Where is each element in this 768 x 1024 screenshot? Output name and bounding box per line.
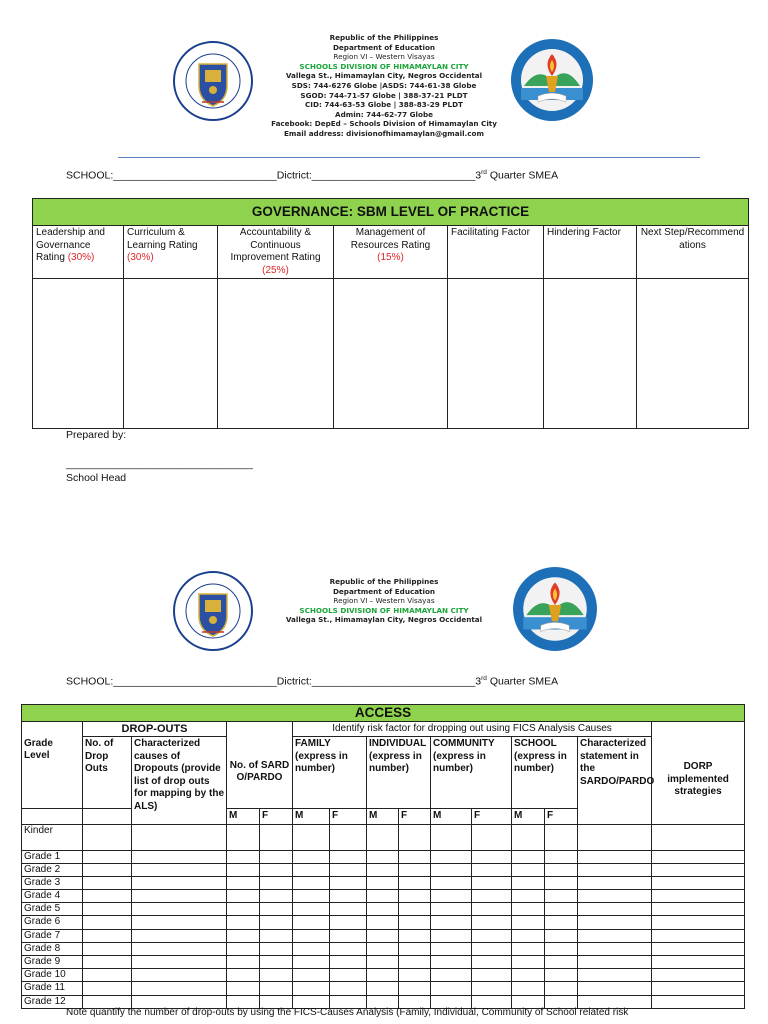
input-cell[interactable]	[578, 903, 652, 916]
grade-label: Grade 5	[22, 903, 83, 916]
grade-label: Grade 8	[22, 942, 83, 955]
input-cell[interactable]	[124, 279, 218, 429]
table-row	[22, 850, 745, 863]
input-cell[interactable]	[578, 916, 652, 929]
contact-line: SGOD: 744-71-57 Globe | 388-37-21 PLDT	[300, 90, 468, 100]
header-line: Republic of the Philippines	[329, 33, 439, 42]
input-cell[interactable]	[399, 850, 431, 863]
quarter-number: 3	[475, 169, 482, 182]
input-cell[interactable]	[132, 942, 227, 955]
district-field[interactable]: Dictrict:____________________________	[276, 675, 476, 688]
input-cell[interactable]	[227, 824, 260, 850]
form-line	[66, 169, 558, 182]
input-cell[interactable]	[260, 929, 293, 942]
input-cell[interactable]	[545, 969, 578, 982]
input-cell[interactable]	[330, 929, 367, 942]
input-cell[interactable]	[83, 863, 132, 876]
input-cell[interactable]	[399, 863, 431, 876]
input-cell[interactable]	[293, 982, 330, 995]
input-cell[interactable]	[330, 903, 367, 916]
input-cell[interactable]	[260, 890, 293, 903]
input-cell[interactable]	[545, 890, 578, 903]
input-cell[interactable]	[652, 982, 745, 995]
input-cell[interactable]	[260, 942, 293, 955]
input-cell[interactable]	[132, 916, 227, 929]
grade-label: Grade 1	[22, 850, 83, 863]
input-cell[interactable]	[83, 982, 132, 995]
input-cell[interactable]	[227, 850, 260, 863]
grade-level-header: Grade Level	[22, 737, 83, 809]
input-cell[interactable]	[367, 850, 399, 863]
input-cell[interactable]	[431, 850, 472, 863]
input-cell[interactable]	[472, 890, 512, 903]
input-cell[interactable]	[83, 942, 132, 955]
input-cell[interactable]	[472, 982, 512, 995]
signature-line[interactable]: ________________________________	[66, 458, 253, 470]
individual-header: INDIVIDUAL (express in number)	[367, 737, 431, 809]
header-next-step: Next Step/Recommendations	[637, 226, 749, 279]
input-cell[interactable]	[132, 956, 227, 969]
grade-label: Kinder	[22, 824, 83, 850]
input-cell[interactable]	[293, 876, 330, 889]
input-cell[interactable]	[260, 863, 293, 876]
table-row	[22, 969, 745, 982]
input-cell[interactable]	[399, 942, 431, 955]
header-line: Region VI – Western Visayas	[333, 52, 435, 62]
input-cell[interactable]	[132, 903, 227, 916]
input-cell[interactable]	[545, 916, 578, 929]
division-seal-icon	[512, 566, 598, 652]
agency-header	[250, 577, 518, 625]
contact-line: SDS: 744-6276 Globe |ASDS: 744-61-38 Globe	[291, 80, 477, 90]
table-row	[22, 956, 745, 969]
input-cell[interactable]	[330, 876, 367, 889]
input-cell[interactable]	[652, 850, 745, 863]
division-seal-icon	[510, 38, 594, 122]
header-line: Region VI – Western Visayas	[333, 596, 435, 606]
input-cell[interactable]	[448, 279, 544, 429]
school-head-label: School Head	[66, 472, 127, 484]
f-header: F	[399, 809, 431, 825]
input-cell[interactable]	[472, 942, 512, 955]
input-cell[interactable]	[652, 969, 745, 982]
f-header: F	[545, 809, 578, 825]
input-cell[interactable]	[545, 956, 578, 969]
input-cell[interactable]	[399, 956, 431, 969]
input-cell[interactable]	[260, 982, 293, 995]
input-cell[interactable]	[367, 982, 399, 995]
input-cell[interactable]	[132, 969, 227, 982]
input-cell[interactable]	[545, 876, 578, 889]
input-cell[interactable]	[83, 824, 132, 850]
input-cell[interactable]	[578, 876, 652, 889]
input-cell[interactable]	[367, 903, 399, 916]
fics-header: Identify risk factor for dropping out using FICS Analysis Causes	[293, 722, 652, 737]
table-row	[22, 876, 745, 889]
agency-header	[250, 33, 518, 139]
input-cell[interactable]	[399, 890, 431, 903]
input-cell[interactable]	[227, 929, 260, 942]
input-cell[interactable]	[578, 890, 652, 903]
input-cell[interactable]	[132, 863, 227, 876]
input-cell[interactable]	[218, 279, 334, 429]
quarter-suffix: rd	[481, 169, 487, 176]
grade-label: Grade 6	[22, 916, 83, 929]
input-cell[interactable]	[293, 969, 330, 982]
community-header: COMMUNITY (express in number)	[431, 737, 512, 809]
input-cell[interactable]	[431, 863, 472, 876]
input-cell[interactable]	[260, 876, 293, 889]
input-cell[interactable]	[227, 916, 260, 929]
input-cell[interactable]	[652, 995, 745, 1008]
form-line	[66, 675, 558, 688]
input-cell[interactable]	[367, 942, 399, 955]
input-cell[interactable]	[545, 982, 578, 995]
input-cell[interactable]	[512, 876, 545, 889]
governance-title: GOVERNANCE: SBM LEVEL OF PRACTICE	[33, 199, 749, 226]
input-cell[interactable]	[399, 982, 431, 995]
input-cell[interactable]	[293, 850, 330, 863]
input-cell[interactable]	[227, 890, 260, 903]
m-header: M	[367, 809, 399, 825]
input-cell[interactable]	[293, 890, 330, 903]
input-cell[interactable]	[431, 956, 472, 969]
input-cell[interactable]	[227, 876, 260, 889]
causes-header: Characterized causes of Dropouts (provide list of drop outs for mapping by the ALS)	[132, 737, 227, 825]
input-cell[interactable]	[227, 969, 260, 982]
input-cell[interactable]	[260, 956, 293, 969]
header-curriculum: Curriculum & Learning Rating (30%)	[124, 226, 218, 279]
header-hindering: Hindering Factor	[544, 226, 637, 279]
quarter-number: 3	[475, 675, 482, 688]
input-cell[interactable]	[83, 876, 132, 889]
input-cell[interactable]	[545, 929, 578, 942]
grade-label: Grade 2	[22, 863, 83, 876]
address-line: Vallega St., Himamaylan City, Negros Occidental	[285, 615, 483, 625]
access-title: ACCESS	[22, 705, 745, 722]
input-cell[interactable]	[512, 969, 545, 982]
input-cell[interactable]	[83, 890, 132, 903]
table-row	[22, 863, 745, 876]
input-cell[interactable]	[227, 982, 260, 995]
dorp-header: DORP implemented strategies	[652, 737, 745, 825]
deped-seal-icon	[172, 570, 254, 652]
input-cell[interactable]	[652, 929, 745, 942]
prepared-by: Prepared by:	[66, 429, 127, 441]
input-cell[interactable]	[578, 969, 652, 982]
district-field[interactable]: Dictrict:____________________________	[276, 169, 476, 182]
input-cell[interactable]	[545, 942, 578, 955]
input-cell[interactable]	[472, 916, 512, 929]
input-cell[interactable]	[512, 850, 545, 863]
input-cell[interactable]	[83, 850, 132, 863]
input-cell[interactable]	[293, 903, 330, 916]
contact-line: Admin: 744-62-77 Globe	[335, 109, 433, 119]
input-cell[interactable]	[472, 929, 512, 942]
input-cell[interactable]	[545, 903, 578, 916]
input-cell[interactable]	[132, 982, 227, 995]
f-header: F	[472, 809, 512, 825]
access-table	[21, 704, 745, 1009]
input-cell[interactable]	[399, 824, 431, 850]
input-cell[interactable]	[652, 824, 745, 850]
input-cell[interactable]	[132, 890, 227, 903]
input-cell[interactable]	[512, 890, 545, 903]
input-cell[interactable]	[293, 863, 330, 876]
contact-line: CID: 744-63-53 Globe | 388-83-29 PLDT	[305, 100, 463, 110]
input-cell[interactable]	[330, 942, 367, 955]
input-cell[interactable]	[330, 850, 367, 863]
table-row	[22, 890, 745, 903]
input-cell[interactable]	[293, 824, 330, 850]
table-row	[22, 929, 745, 942]
division-name: SCHOOLS DIVISION OF HIMAMAYLAN CITY	[299, 605, 469, 615]
input-cell[interactable]	[472, 903, 512, 916]
input-cell[interactable]	[512, 929, 545, 942]
input-cell[interactable]	[367, 876, 399, 889]
input-cell[interactable]	[330, 956, 367, 969]
input-cell[interactable]	[132, 824, 227, 850]
grade-label: Grade 12	[22, 995, 83, 1008]
division-name: SCHOOLS DIVISION OF HIMAMAYLAN CITY	[299, 61, 469, 71]
input-cell[interactable]	[260, 850, 293, 863]
input-cell[interactable]	[83, 969, 132, 982]
input-cell[interactable]	[293, 929, 330, 942]
input-cell[interactable]	[260, 903, 293, 916]
input-cell[interactable]	[334, 279, 448, 429]
input-cell[interactable]	[652, 942, 745, 955]
header-divider	[118, 157, 700, 158]
header-leadership: Leadership and Governance Rating (30%)	[33, 226, 124, 279]
input-cell[interactable]	[330, 863, 367, 876]
input-cell[interactable]	[399, 916, 431, 929]
input-cell[interactable]	[512, 863, 545, 876]
input-cell[interactable]	[367, 969, 399, 982]
input-cell[interactable]	[512, 956, 545, 969]
school-field[interactable]: SCHOOL:____________________________	[66, 675, 277, 688]
table-row	[22, 916, 745, 929]
input-cell[interactable]	[367, 890, 399, 903]
input-cell[interactable]	[431, 942, 472, 955]
input-cell[interactable]	[544, 279, 637, 429]
contact-line: Vallega St., Himamaylan City, Negros Occidental	[285, 71, 483, 81]
input-cell[interactable]	[637, 279, 749, 429]
school-field[interactable]: SCHOOL:____________________________	[66, 169, 277, 182]
input-cell[interactable]	[227, 942, 260, 955]
grade-label: Grade 10	[22, 969, 83, 982]
header-facilitating: Facilitating Factor	[448, 226, 544, 279]
input-cell[interactable]	[512, 824, 545, 850]
input-cell[interactable]	[367, 863, 399, 876]
input-cell[interactable]	[652, 890, 745, 903]
input-cell[interactable]	[399, 876, 431, 889]
input-cell[interactable]	[367, 824, 399, 850]
input-cell[interactable]	[83, 903, 132, 916]
input-cell[interactable]	[83, 916, 132, 929]
input-cell[interactable]	[652, 903, 745, 916]
grade-label: Grade 3	[22, 876, 83, 889]
table-row	[22, 942, 745, 955]
quarter-label: Quarter SMEA	[486, 169, 559, 182]
grade-label: Grade 11	[22, 982, 83, 995]
table-row	[22, 824, 745, 850]
grade-label: Grade 4	[22, 890, 83, 903]
contact-line: Facebook: DepEd – Schools Division of Himamaylan City	[271, 119, 497, 129]
input-cell[interactable]	[652, 863, 745, 876]
deped-seal-icon	[172, 40, 254, 122]
input-cell[interactable]	[545, 863, 578, 876]
input-cell[interactable]	[260, 969, 293, 982]
statement-header: Characterized statement in the SARDO/PARDO	[578, 737, 652, 825]
input-cell[interactable]	[431, 876, 472, 889]
quarter-label: Quarter SMEA	[486, 675, 559, 688]
header-line: Department of Education	[332, 42, 436, 52]
sardo-header: No. of SARDO/PARDO	[227, 737, 293, 809]
table-row	[22, 903, 745, 916]
input-cell[interactable]	[472, 969, 512, 982]
input-cell[interactable]	[132, 850, 227, 863]
input-cell[interactable]	[431, 916, 472, 929]
grade-label: Grade 7	[22, 929, 83, 942]
input-cell[interactable]	[545, 850, 578, 863]
table-row	[22, 982, 745, 995]
f-header: F	[330, 809, 367, 825]
header-management: Management of Resources Rating (15%)	[334, 226, 448, 279]
input-cell[interactable]	[431, 969, 472, 982]
input-cell[interactable]	[578, 942, 652, 955]
m-header: M	[227, 809, 260, 825]
input-cell[interactable]	[399, 969, 431, 982]
input-cell[interactable]	[652, 916, 745, 929]
input-cell[interactable]	[367, 916, 399, 929]
input-cell[interactable]	[431, 982, 472, 995]
input-cell[interactable]	[132, 929, 227, 942]
input-cell[interactable]	[578, 824, 652, 850]
input-cell[interactable]	[431, 824, 472, 850]
input-cell[interactable]	[330, 916, 367, 929]
input-cell[interactable]	[472, 956, 512, 969]
input-cell[interactable]	[431, 890, 472, 903]
m-header: M	[293, 809, 330, 825]
header-line: Department of Education	[332, 586, 436, 596]
input-cell[interactable]	[293, 916, 330, 929]
grade-label: Grade 9	[22, 956, 83, 969]
input-cell[interactable]	[330, 982, 367, 995]
no-dropouts-header: No. of Drop Outs	[83, 737, 132, 809]
input-cell[interactable]	[652, 876, 745, 889]
input-cell[interactable]	[431, 929, 472, 942]
dropouts-header: DROP-OUTS	[83, 722, 227, 737]
input-cell[interactable]	[227, 863, 260, 876]
school-header: SCHOOL (express in number)	[512, 737, 578, 809]
input-cell[interactable]	[472, 863, 512, 876]
input-cell[interactable]	[578, 929, 652, 942]
family-header: FAMILY (express in number)	[293, 737, 367, 809]
input-cell[interactable]	[578, 982, 652, 995]
m-header: M	[512, 809, 545, 825]
header-accountability: Accountability & Continuous Improvement Rating (25%)	[218, 226, 334, 279]
input-cell[interactable]	[227, 956, 260, 969]
input-cell[interactable]	[83, 929, 132, 942]
input-cell[interactable]	[399, 929, 431, 942]
input-cell[interactable]	[293, 942, 330, 955]
input-cell[interactable]	[472, 824, 512, 850]
input-cell[interactable]	[431, 903, 472, 916]
input-cell[interactable]	[260, 916, 293, 929]
input-cell[interactable]	[330, 969, 367, 982]
input-cell[interactable]	[260, 824, 293, 850]
governance-table	[32, 198, 749, 429]
input-cell[interactable]	[83, 956, 132, 969]
input-cell[interactable]	[512, 942, 545, 955]
input-cell[interactable]	[132, 876, 227, 889]
input-cell[interactable]	[578, 863, 652, 876]
input-cell[interactable]	[472, 876, 512, 889]
input-cell[interactable]	[33, 279, 124, 429]
header-line: Republic of the Philippines	[329, 577, 439, 586]
input-cell[interactable]	[652, 956, 745, 969]
input-cell[interactable]	[293, 956, 330, 969]
input-cell[interactable]	[512, 982, 545, 995]
input-cell[interactable]	[578, 850, 652, 863]
input-cell[interactable]	[399, 903, 431, 916]
contact-line: Email address: divisionofhimamaylan@gmail.com	[284, 128, 484, 138]
m-header: M	[431, 809, 472, 825]
input-cell[interactable]	[578, 956, 652, 969]
input-cell[interactable]	[545, 824, 578, 850]
input-cell[interactable]	[330, 824, 367, 850]
input-cell[interactable]	[227, 903, 260, 916]
quarter-suffix: rd	[481, 675, 487, 682]
input-cell[interactable]	[330, 890, 367, 903]
f-header: F	[260, 809, 293, 825]
input-cell[interactable]	[367, 956, 399, 969]
input-cell[interactable]	[512, 903, 545, 916]
input-cell[interactable]	[367, 929, 399, 942]
input-cell[interactable]	[472, 850, 512, 863]
footnote: Note quantify the number of drop-outs by using the FICS-Causes Analysis (Family, Individual, Community of School related risk	[66, 1007, 629, 1018]
input-cell[interactable]	[512, 916, 545, 929]
